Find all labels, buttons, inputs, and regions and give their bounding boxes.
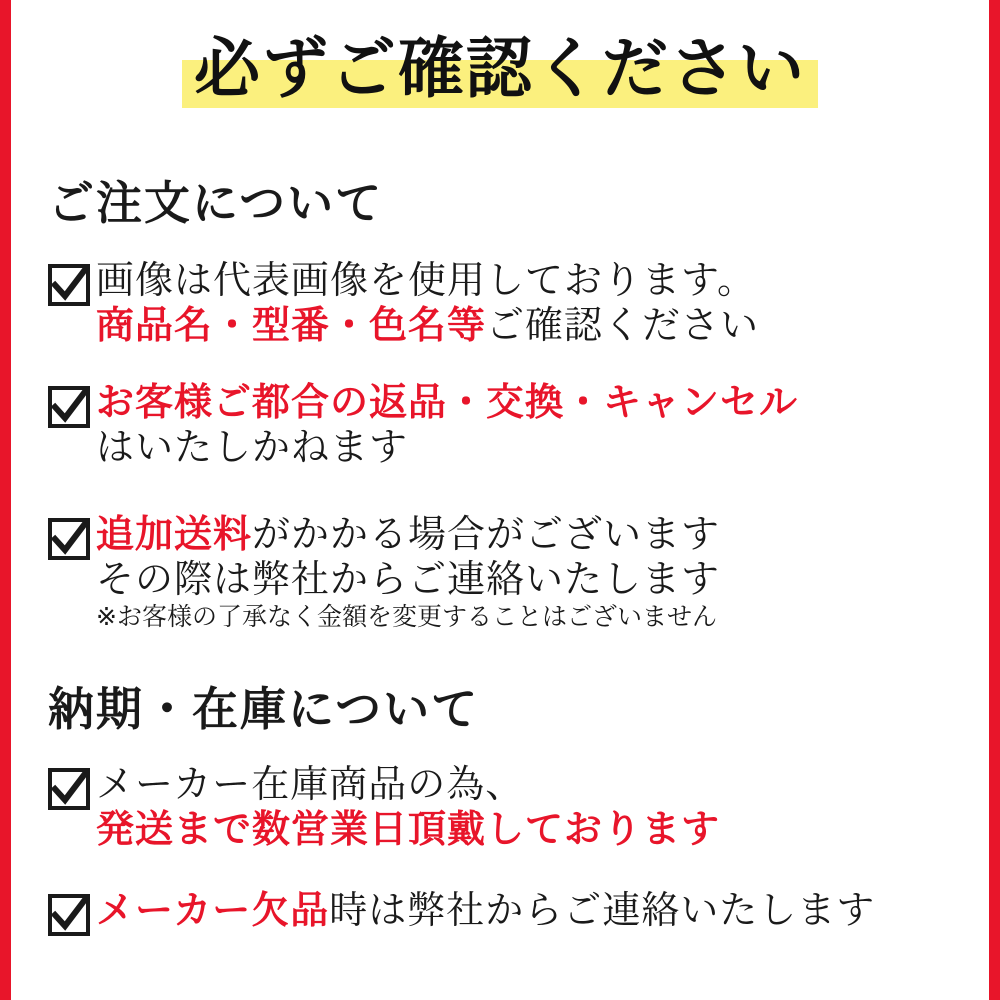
list-item-line: メーカー在庫商品の為、 — [96, 762, 525, 806]
list-item-line — [96, 512, 969, 557]
list-item-line — [96, 303, 969, 348]
checkbox-checked-icon — [48, 894, 90, 936]
page-title — [182, 30, 818, 107]
plain-text: がかかる場合がございます — [252, 512, 721, 556]
checkbox-checked-icon — [48, 264, 90, 306]
checkbox-checked-icon — [48, 768, 90, 810]
section-heading-text: ご注文について — [48, 176, 384, 230]
list-item-lines — [96, 512, 969, 632]
list-item-note: ※お客様の了承なく金額を変更することはございません — [96, 601, 717, 631]
section-heading-text: 納期・在庫について — [48, 682, 480, 736]
page-title-wrapper — [11, 30, 989, 107]
list-item — [48, 258, 969, 348]
list-item-lines — [96, 888, 969, 933]
notice-content — [11, 0, 989, 1000]
right-red-border — [989, 0, 1000, 1000]
list-item-line — [96, 888, 969, 933]
list-item — [48, 380, 969, 470]
list-item-lines — [96, 258, 969, 348]
section-heading-delivery — [48, 684, 969, 735]
list-item-line: その際は弊社からご連絡いたします — [96, 556, 721, 601]
list-item-line: 発送まで数営業日頂戴しております — [96, 806, 721, 851]
emphasis-text: 商品名・型番・色名等 — [96, 302, 487, 347]
emphasis-text: メーカー欠品 — [96, 888, 330, 932]
list-item-line: 画像は代表画像を使用しております。 — [96, 258, 756, 302]
plain-text: ご確認ください — [486, 302, 760, 347]
left-red-border — [0, 0, 11, 1000]
checkbox-checked-icon — [48, 518, 90, 560]
emphasis-text: 追加送料 — [96, 512, 253, 556]
list-item — [48, 888, 969, 936]
plain-text: 時は弊社からご連絡いたします — [329, 888, 876, 932]
list-item-line: はいたしかねます — [96, 424, 409, 469]
section-heading-orders — [48, 178, 969, 229]
list-item-line: お客様ご都合の返品・交換・キャンセル — [96, 380, 799, 424]
list-item — [48, 512, 969, 632]
list-item — [48, 762, 969, 852]
page-title-text: 必ずご確認ください — [194, 30, 806, 107]
list-item-lines — [96, 380, 969, 470]
checkbox-checked-icon — [48, 386, 90, 428]
list-item-lines — [96, 762, 969, 852]
